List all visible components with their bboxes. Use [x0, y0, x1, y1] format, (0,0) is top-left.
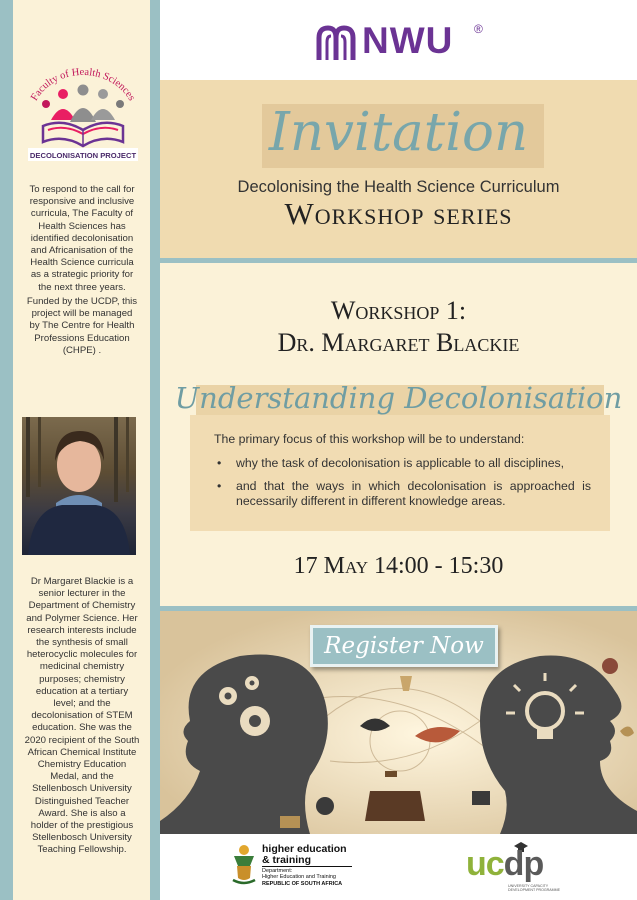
ucdp-subtitle: UNIVERSITY CAPACITY DEVELOPMENT PROGRAMME [508, 884, 561, 892]
left-accent-bar [0, 0, 13, 900]
dhet-line5: REPUBLIC OF SOUTH AFRICA [262, 880, 343, 887]
dhet-line2: & training [262, 854, 311, 866]
logo-arc-text: Faculty of Health Sciences [29, 66, 137, 103]
dhet-line3: Department: [262, 868, 293, 874]
workshop-datetime: 17 May 14:00 - 15:30 [293, 553, 504, 579]
speaker-name: Dr. Margaret Blackie [277, 328, 520, 357]
workshop-series: Workshop series [284, 196, 513, 231]
nwu-brand: NWU [362, 20, 454, 61]
ucdp-logo [466, 846, 543, 882]
register-button[interactable] [310, 625, 498, 667]
nwu-logo-icon [316, 22, 356, 62]
invitation-title: Invitation [268, 102, 529, 163]
focus-bullet-2: and that the ways in which decolonisation is approached is necessarily different in different knowledge areas. [236, 479, 591, 508]
bullet-dot: • [217, 456, 222, 470]
funding-text: Funded by the UCDP, this project will be managed by The Centre for Health Professions Education (CHPE) . [26, 296, 138, 356]
focus-bullet-1: why the task of decolonisation is applicable to all disciplines, [236, 456, 565, 470]
ucdp-wordmark: ucdp [466, 845, 544, 883]
workshop-number: Workshop 1: [330, 296, 467, 325]
workshop-topic: Understanding Decolonisation [174, 381, 623, 415]
speaker-bio: Dr Margaret Blackie is a senior lecturer in the Department of Chemistry and Polymer Science. Her research interests include the synthesis of small heterocyclic molecules for medicinal chemistry purposes; chemistry education at a tertiary level; and the decolonisation of STEM education. She was the 2020 recipient of the South African Chemical Institute Chemistry Education Medal, and the Stellenbosch University Distinguished Teacher Award. She is also a holder of the prestigious Stellenbosch University Teaching Fellowship. [24, 576, 140, 856]
logo-banner-text: DECOLONISATION PROJECT [29, 151, 137, 160]
column-divider [150, 0, 160, 900]
focus-intro: The primary focus of this workshop will be to understand: [214, 432, 525, 446]
decolonisation-project-logo [18, 60, 148, 172]
invitation-subtitle: Decolonising the Health Science Curriculum [237, 178, 560, 196]
registered-mark: ® [474, 22, 483, 36]
register-label: Register Now [324, 633, 484, 659]
coat-of-arms-icon [230, 842, 258, 888]
intro-text: To respond to the call for responsive and inclusive curricula, The Faculty of Health Sciences has identified decolonisation and Africanisation of the Health Science curricula as a strategic priority for the next three years. [29, 184, 135, 293]
dhet-line1: higher education [262, 843, 347, 855]
bullet-dot: • [217, 479, 222, 493]
speaker-photo [22, 417, 136, 555]
dhet-line4: Higher Education and Training [262, 874, 336, 881]
dhet-rule [262, 866, 352, 867]
